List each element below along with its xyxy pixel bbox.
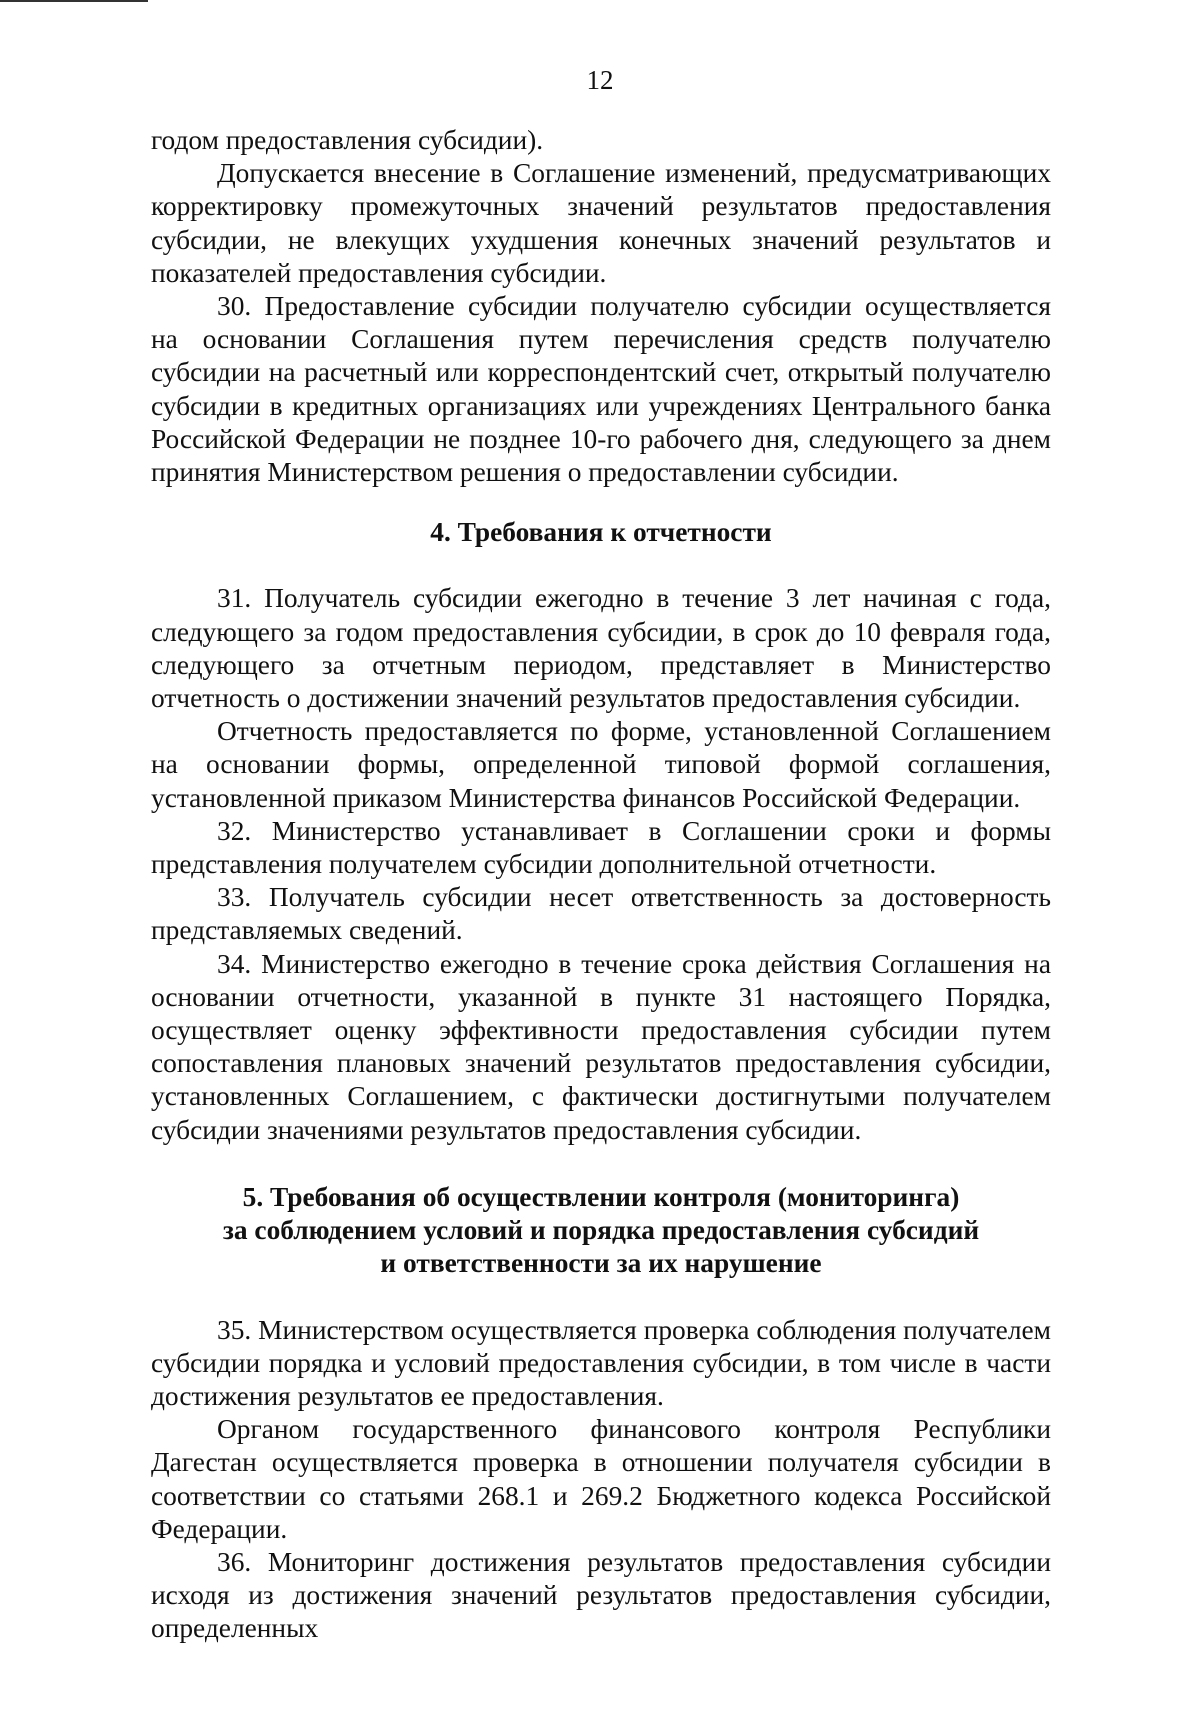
- paragraph-continuation: годом предоставления субсидии).: [151, 125, 544, 155]
- scan-edge-line: [0, 0, 148, 2]
- section-4-heading: 4. Требования к отчетности: [430, 517, 772, 548]
- document-body: [151, 124, 1051, 1646]
- page-number: 12: [586, 65, 614, 95]
- paragraph-34: 34. Министерство ежегодно в течение срока действия Соглашения на основании отчетности, указанной в пункте 31 настоящего Порядка, осуществляет оценку эффективности предоставления субсидии путем сопоставления плановых значений результатов предоставления субсидии, установленных Соглашением, с фактически достигнутыми получателем субсидии значениями результатов предоставления субсидии.: [151, 948, 1051, 1145]
- section-5-heading-line-1: 5. Требования об осуществлении контроля (мониторинга): [242, 1181, 960, 1212]
- paragraph-35: 35. Министерством осуществляется проверка соблюдения получателем субсидии порядка и условий предоставления субсидии, в том числе в части достижения результатов ее предоставления.: [151, 1314, 1051, 1411]
- paragraph-amendments: Допускается внесение в Соглашение изменений, предусматривающих корректировку промежуточных значений результатов предоставления субсидии, не влекущих ухудшения конечных значений результатов и показателей предоставления субсидии.: [151, 158, 1051, 288]
- paragraph-31: 31. Получатель субсидии ежегодно в течение 3 лет начиная с года, следующего за годом предоставления субсидии, в срок до 10 февраля года, следующего за отчетным периодом, представляет в Министерство отчетность о достижении значений результатов предоставления субсидии.: [151, 583, 1051, 714]
- paragraph-36: 36. Мониторинг достижения результатов предоставления субсидии исходя из достижения значений результатов предоставления субсидии, определенных: [151, 1546, 1051, 1644]
- paragraph-32: 32. Министерство устанавливает в Соглашении сроки и формы представления получателем субсидии дополнительной отчетности.: [151, 815, 1051, 880]
- paragraph-30: 30. Предоставление субсидии получателю субсидии осуществляется на основании Соглашения путем перечисления средств получателю субсидии на расчетный или корреспондентский счет, открытый получателю субсидии в кредитных организациях или учреждениях Центрального банка Российской Федерации не позднее 10-го рабочего дня, следующего за днем принятия Министерством решения о предоставлении субсидии.: [151, 291, 1051, 488]
- section-5-heading-line-2: за соблюдением условий и порядка предоставления субсидий: [222, 1215, 980, 1246]
- section-5-heading-line-3: и ответственности за их нарушение: [380, 1248, 822, 1279]
- paragraph-report-form: Отчетность предоставляется по форме, установленной Соглашением на основании формы, определенной типовой формой соглашения, установленной приказом Министерства финансов Российской Федерации.: [151, 716, 1051, 813]
- paragraph-33: 33. Получатель субсидии несет ответственность за достоверность представляемых сведений.: [151, 882, 1051, 946]
- paragraph-financial-control: Органом государственного финансового контроля Республики Дагестан осуществляется проверка в отношении получателя субсидии в соответствии со статьями 268.1 и 269.2 Бюджетного кодекса Российской Федерации.: [151, 1414, 1051, 1544]
- section-5-heading: [151, 1181, 1051, 1281]
